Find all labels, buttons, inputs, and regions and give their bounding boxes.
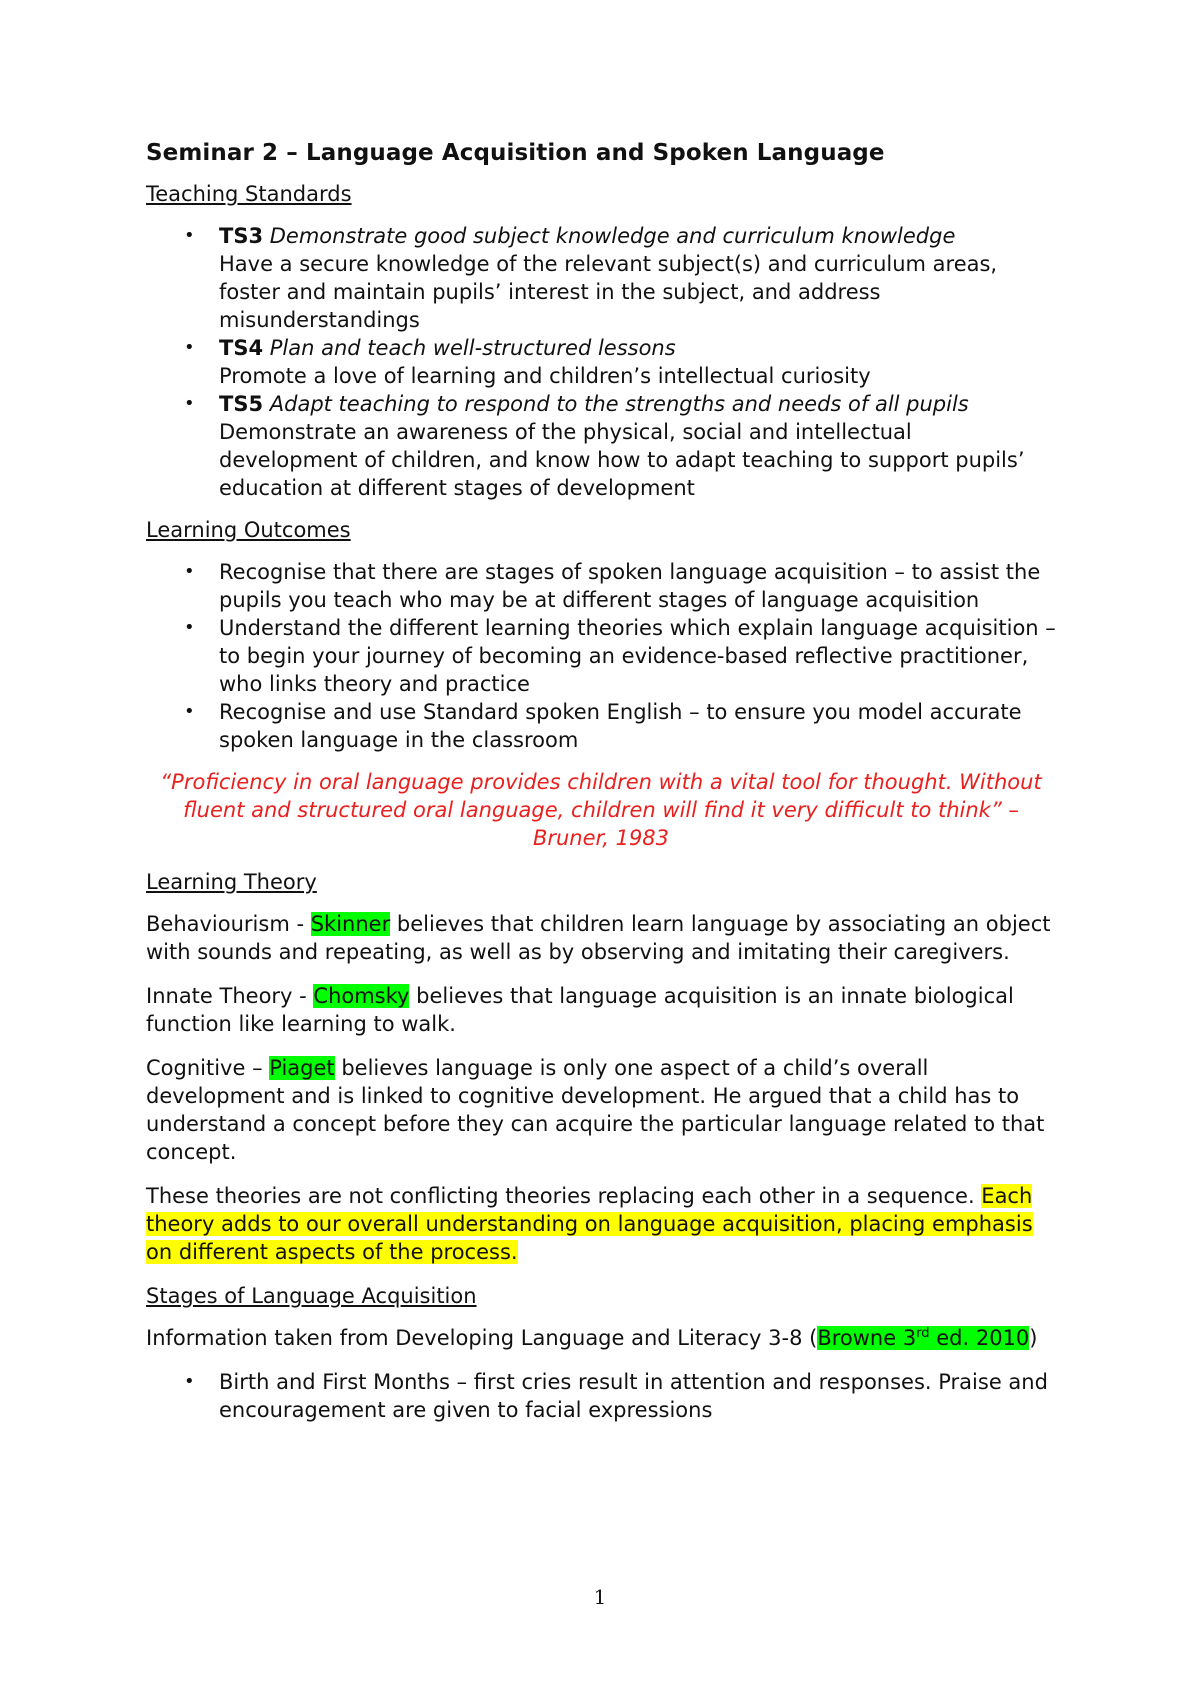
outcome-text: Understand the different learning theories which explain language acquisition – to begin your journey of becoming an evidence-based reflective practitioner, who links theory and practice bbox=[219, 616, 1056, 696]
bullet-icon: • bbox=[184, 617, 195, 638]
list-item bbox=[146, 698, 1056, 754]
page-number: 1 bbox=[593, 1585, 607, 1609]
learning-theory-heading: Learning Theory bbox=[146, 870, 317, 894]
standard-description: Demonstrate an awareness of the physical, social and intellectual development of children, and know how to adapt teaching to support pupils’ education at different stages of development bbox=[219, 420, 1025, 500]
theory-label: Innate Theory - bbox=[146, 984, 314, 1008]
outcome-text: Recognise and use Standard spoken English – to ensure you model accurate spoken language in the classroom bbox=[219, 700, 1022, 752]
outcome-text: Recognise that there are stages of spoken language acquisition – to assist the pupils you teach who may be at different stages of language acquisition bbox=[219, 560, 1041, 612]
standard-title: Adapt teaching to respond to the strengths and needs of all pupils bbox=[269, 392, 969, 416]
source-edition: ed. 2010 bbox=[929, 1326, 1030, 1350]
bruner-quote: “Proficiency in oral language provides children with a vital tool for thought. Without fluent and structured oral language, children will find it very difficult to think” – Bruner, 1983 bbox=[160, 770, 1042, 850]
learning-outcomes-list bbox=[146, 558, 1056, 754]
list-item bbox=[146, 614, 1056, 698]
theory-text: believes that language acquisition is an innate biological function like learning to walk. bbox=[146, 984, 1014, 1036]
innate-paragraph bbox=[146, 982, 1056, 1038]
list-item bbox=[146, 558, 1056, 614]
theory-label: Behaviourism - bbox=[146, 912, 311, 936]
list-item bbox=[146, 334, 1056, 390]
list-item bbox=[146, 222, 1056, 334]
theorist-highlight: Piaget bbox=[269, 1056, 335, 1080]
source-text: Information taken from Developing Language and Literacy 3-8 ( bbox=[146, 1326, 818, 1350]
bullet-icon: • bbox=[184, 701, 195, 722]
stage-text: Birth and First Months – first cries result in attention and responses. Praise and encouragement are given to facial expressions bbox=[219, 1370, 1048, 1422]
standard-code: TS3 bbox=[219, 224, 264, 248]
standard-description: Have a secure knowledge of the relevant subject(s) and curriculum areas, foster and maintain pupils’ interest in the subject, and address misunderstandings bbox=[219, 252, 998, 332]
source-superscript: rd bbox=[916, 1326, 930, 1341]
page-title: Seminar 2 – Language Acquisition and Spoken Language bbox=[146, 140, 885, 166]
bullet-icon: • bbox=[184, 561, 195, 582]
bullet-icon: • bbox=[184, 393, 195, 414]
summary-highlight: Each theory adds to our overall understanding on language acquisition, placing emphasis on different aspects of the process. bbox=[146, 1184, 1033, 1264]
teaching-standards-heading: Teaching Standards bbox=[146, 182, 352, 206]
document-page bbox=[146, 140, 1056, 1438]
list-item bbox=[146, 390, 1056, 502]
teaching-standards-list bbox=[146, 222, 1056, 502]
theorist-highlight: Chomsky bbox=[313, 984, 410, 1008]
standard-title: Plan and teach well-structured lessons bbox=[269, 336, 676, 360]
learning-outcomes-heading: Learning Outcomes bbox=[146, 518, 351, 542]
bullet-icon: • bbox=[184, 337, 195, 358]
bullet-icon: • bbox=[184, 225, 195, 246]
source-close: ) bbox=[1029, 1326, 1038, 1350]
summary-paragraph bbox=[146, 1182, 1056, 1266]
theory-text: believes language is only one aspect of a child’s overall development and is linked to cognitive development. He argued that a child has to understand a concept before they can acquire the particular language related to that concept. bbox=[146, 1056, 1045, 1164]
stages-heading: Stages of Language Acquisition bbox=[146, 1284, 477, 1308]
theorist-highlight: Skinner bbox=[310, 912, 391, 936]
source-author: Browne 3 bbox=[817, 1326, 917, 1350]
source-highlight bbox=[817, 1326, 1029, 1350]
standard-title: Demonstrate good subject knowledge and curriculum knowledge bbox=[269, 224, 956, 248]
bullet-icon: • bbox=[184, 1371, 195, 1392]
standard-description: Promote a love of learning and children’s intellectual curiosity bbox=[219, 364, 871, 388]
standard-code: TS5 bbox=[219, 392, 264, 416]
list-item bbox=[146, 1368, 1056, 1424]
summary-text: These theories are not conflicting theories replacing each other in a sequence. bbox=[146, 1184, 982, 1208]
stages-list bbox=[146, 1368, 1056, 1424]
cognitive-paragraph bbox=[146, 1054, 1056, 1166]
theory-label: Cognitive – bbox=[146, 1056, 270, 1080]
source-paragraph bbox=[146, 1324, 1056, 1352]
theory-text: believes that children learn language by associating an object with sounds and repeating, as well as by observing and imitating their caregivers. bbox=[146, 912, 1051, 964]
standard-code: TS4 bbox=[219, 336, 264, 360]
behaviourism-paragraph bbox=[146, 910, 1056, 966]
